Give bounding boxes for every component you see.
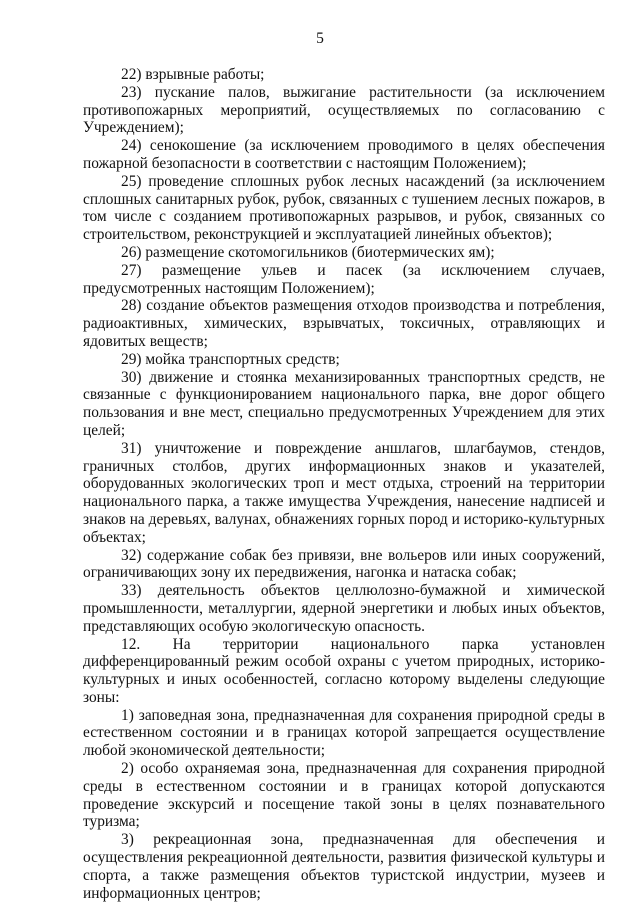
list-item-32: 32) содержание собак без привязи, вне вольеров или иных сооружений, ограничивающих зону их передвижения, нагонка и натаска собак; bbox=[83, 546, 605, 582]
page-number: 5 bbox=[316, 30, 324, 47]
section-12-paragraph: 12. На территории национального парка установлен дифференцированный режим особой охраны с учетом природных, историко-культурных и иных особенностей, согласно которому выделены следующие зоны: bbox=[83, 635, 605, 706]
zone-item-1: 1) заповедная зона, предназначенная для сохранения природной среды в естественном состоянии и в границах которой запрещается осуществление любой экономической деятельности; bbox=[83, 706, 605, 760]
list-item-30: 30) движение и стоянка механизированных транспортных средств, не связанные с функционированием национального парка, вне дорог общего пользования и вне мест, специально предусмотренных Учреждением для этих целей; bbox=[83, 368, 605, 439]
list-item-28: 28) создание объектов размещения отходов производства и потребления, радиоактивных, химических, взрывчатых, токсичных, отравляющих и ядовитых веществ; bbox=[83, 297, 605, 350]
zone-item-2: 2) особо охраняемая зона, предназначенная для сохранения природной среды в естественном состоянии и в границах которой допускаются проведение экскурсий и посещение такой зоны в целях познавательного туризма; bbox=[83, 760, 605, 831]
list-item-33: 33) деятельность объектов целлюлозно-бумажной и химической промышленности, металлургии, ядерной энергетики и любых иных объектов, представляющих особую экологическую опасность. bbox=[83, 582, 605, 635]
list-item-27: 27) размещение ульев и пасек (за исключением случаев, предусмотренных настоящим Положением); bbox=[83, 261, 605, 297]
document-body bbox=[83, 66, 605, 902]
list-item-29: 29) мойка транспортных средств; bbox=[121, 350, 340, 368]
list-item-26: 26) размещение скотомогильников (биотермических ям); bbox=[121, 243, 495, 261]
zone-item-3: 3) рекреационная зона, предназначенная для обеспечения и осуществления рекреационной деятельности, развития физической культуры и спорта, а также размещения объектов туристской индустрии, музеев и информационных центров; bbox=[83, 831, 605, 902]
list-item-25: 25) проведение сплошных рубок лесных насаждений (за исключением сплошных санитарных рубок, рубок, связанных с тушением лесных пожаров, в том числе с созданием противопожарных разрывов, и рубок, связанных со строительством, реконструкцией и эксплуатацией линейных объектов); bbox=[83, 172, 605, 244]
list-item-31: 31) уничтожение и повреждение аншлагов, шлагбаумов, стендов, граничных столбов, других информационных знаков и указателей, оборудованных экологических троп и мест отдыха, строений на территории национального парка, а также имущества Учреждения, нанесение надписей и знаков на деревьях, валунах, обнажениях горных пород и историко-культурных объектах; bbox=[83, 439, 605, 546]
list-item-23: 23) пускание палов, выжигание растительности (за исключением противопожарных мероприятий, осуществляемых по согласованию с Учреждением); bbox=[83, 83, 605, 137]
list-item-24: 24) сенокошение (за исключением проводимого в целях обеспечения пожарной безопасности в соответствии с настоящим Положением); bbox=[83, 137, 605, 172]
list-item-22: 22) взрывные работы; bbox=[121, 66, 265, 83]
